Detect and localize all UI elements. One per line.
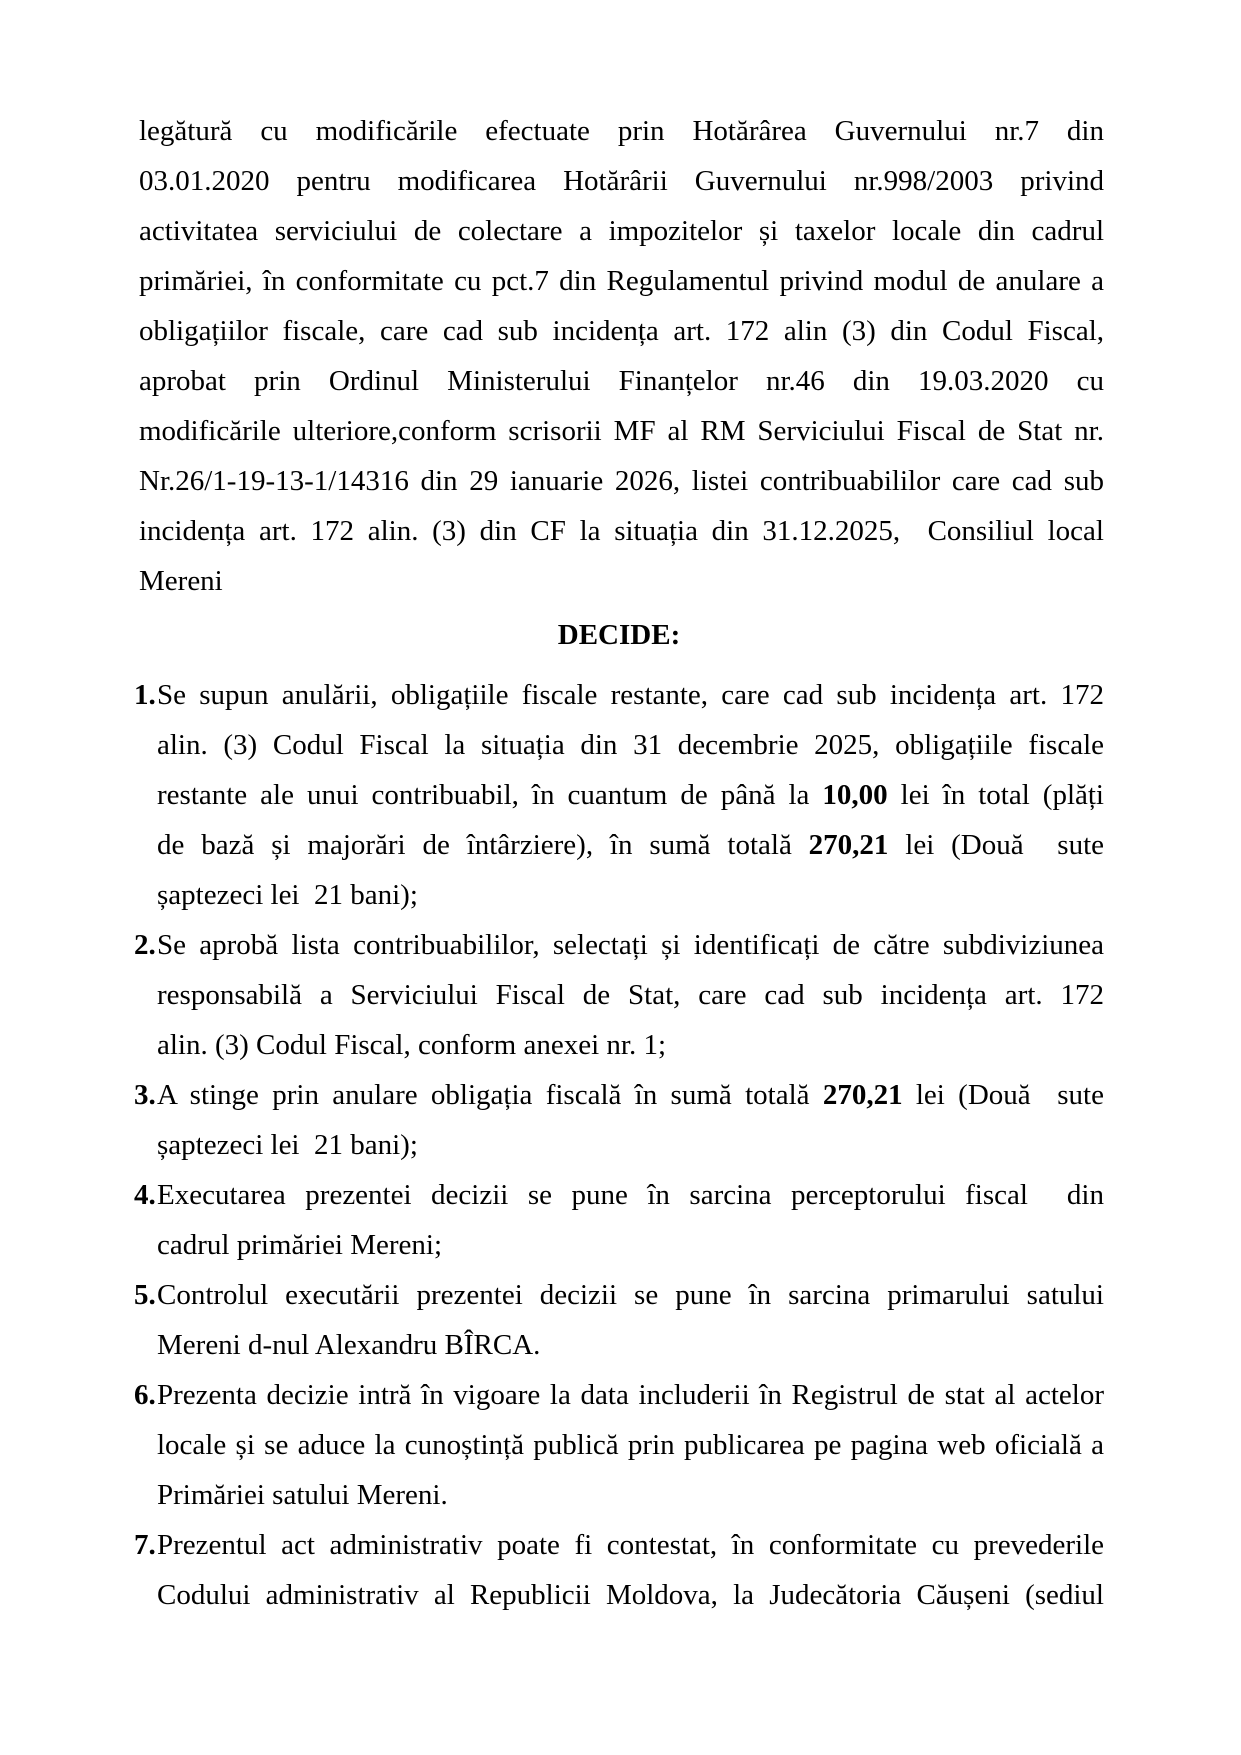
text-line [157, 970, 1104, 1020]
text-segment: aprobat prin Ordinul Ministerului Finanțelor nr.46 din 19.03.2020 cu [139, 365, 1104, 397]
text-line [157, 1120, 1104, 1170]
text-segment: lei (Două sute [888, 829, 1105, 861]
item-number: 3. [134, 1079, 156, 1111]
text-line [139, 106, 1104, 156]
text-segment: Mereni d-nul Alexandru BÎRCA. [157, 1329, 541, 1361]
text-segment: șaptezeci lei 21 bani); [157, 1129, 418, 1161]
text-segment: Executarea prezentei decizii se pune în sarcina perceptorului fiscal din [157, 1179, 1104, 1211]
text-segment: obligațiilor fiscale, care cad sub incidența art. 172 alin (3) din Codul Fiscal, [139, 315, 1104, 347]
decision-item [134, 1270, 1104, 1370]
text-line [139, 506, 1104, 556]
item-number: 7. [134, 1529, 156, 1561]
decision-item [134, 1520, 1104, 1620]
decision-item [134, 1170, 1104, 1270]
item-number: 1. [134, 679, 156, 711]
text-line [157, 1370, 1104, 1420]
text-line [139, 456, 1104, 506]
text-segment: activitatea serviciului de colectare a impozitelor și taxelor locale din cadrul [139, 215, 1104, 247]
text-segment: Primăriei satului Mereni. [157, 1479, 448, 1511]
text-line [157, 920, 1104, 970]
text-segment: restante ale unui contribuabil, în cuantum de până la [157, 779, 823, 811]
item-number: 4. [134, 1179, 156, 1211]
text-segment: locale și se aduce la cunoștință publică prin publicarea pe pagina web oficială a [157, 1429, 1104, 1461]
bold-amount: 10,00 [822, 779, 888, 811]
text-segment: șaptezeci lei 21 bani); [157, 879, 418, 911]
text-line [139, 206, 1104, 256]
text-line [139, 306, 1104, 356]
text-line [157, 1270, 1104, 1320]
decision-item [134, 920, 1104, 1070]
text-line [157, 820, 1104, 870]
text-line [157, 720, 1104, 770]
decision-item [134, 1370, 1104, 1520]
text-line [157, 770, 1104, 820]
text-line [157, 870, 1104, 920]
text-segment: 03.01.2020 pentru modificarea Hotărârii Guvernului nr.998/2003 privind [139, 165, 1104, 197]
text-segment: Se aprobă lista contribuabililor, selectați și identificați de către subdiviziunea [157, 929, 1104, 961]
text-line [139, 406, 1104, 456]
item-number: 5. [134, 1279, 156, 1311]
decide-heading: DECIDE: [557, 619, 681, 651]
text-segment: Nr.26/1-19-13-1/14316 din 29 ianuarie 2026, listei contribuabililor care cad sub [139, 465, 1104, 497]
text-line [157, 1570, 1104, 1620]
text-segment: Mereni [139, 565, 223, 597]
text-line [157, 1070, 1104, 1120]
text-segment: modificările ulteriore,conform scrisorii MF al RM Serviciului Fiscal de Stat nr. [139, 415, 1104, 447]
item-number: 6. [134, 1379, 156, 1411]
text-segment: de bază și majorări de întârziere), în sumă totală [157, 829, 809, 861]
text-segment: alin. (3) Codul Fiscal la situația din 31 decembrie 2025, obligațiile fiscale [157, 729, 1104, 761]
text-segment: lei (Două sute [902, 1079, 1104, 1111]
decision-item [134, 670, 1104, 920]
bold-amount: 270,21 [808, 829, 889, 861]
text-segment: primăriei, în conformitate cu pct.7 din Regulamentul privind modul de anulare a [139, 265, 1104, 297]
text-segment: alin. (3) Codul Fiscal, conform anexei nr. 1; [157, 1029, 667, 1061]
intro-paragraph [139, 106, 1104, 606]
text-line [157, 1170, 1104, 1220]
item-number: 2. [134, 929, 156, 961]
bold-amount: 270,21 [822, 1079, 903, 1111]
text-line [157, 670, 1104, 720]
text-segment: lei în total (plăți [887, 779, 1104, 811]
text-line [157, 1420, 1104, 1470]
text-segment: cadrul primăriei Mereni; [157, 1229, 443, 1261]
text-segment: Prezentul act administrativ poate fi contestat, în conformitate cu prevederile [157, 1529, 1104, 1561]
text-line [157, 1220, 1104, 1270]
text-segment: Se supun anulării, obligațiile fiscale restante, care cad sub incidența art. 172 [157, 679, 1104, 711]
text-segment: Codului administrativ al Republicii Moldova, la Judecătoria Căușeni (sediul [157, 1579, 1104, 1611]
text-segment: incidența art. 172 alin. (3) din CF la situația din 31.12.2025, Consiliul local [139, 515, 1104, 547]
text-line [157, 1320, 1104, 1370]
text-segment: responsabilă a Serviciului Fiscal de Stat, care cad sub incidența art. 172 [157, 979, 1104, 1011]
text-line [139, 256, 1104, 306]
decision-item [134, 1070, 1104, 1170]
text-segment: A stinge prin anulare obligația fiscală în sumă totală [157, 1079, 823, 1111]
decision-list [134, 670, 1104, 1620]
text-segment: Prezenta decizie intră în vigoare la data includerii în Registrul de stat al actelor [157, 1379, 1104, 1411]
text-line [157, 1470, 1104, 1520]
text-segment: Controlul executării prezentei decizii se pune în sarcina primarului satului [157, 1279, 1104, 1311]
text-line [157, 1520, 1104, 1570]
text-line [139, 356, 1104, 406]
text-line [139, 156, 1104, 206]
text-line [157, 1020, 1104, 1070]
text-segment: legătură cu modificările efectuate prin Hotărârea Guvernului nr.7 din [139, 115, 1104, 147]
text-line [139, 556, 1104, 606]
